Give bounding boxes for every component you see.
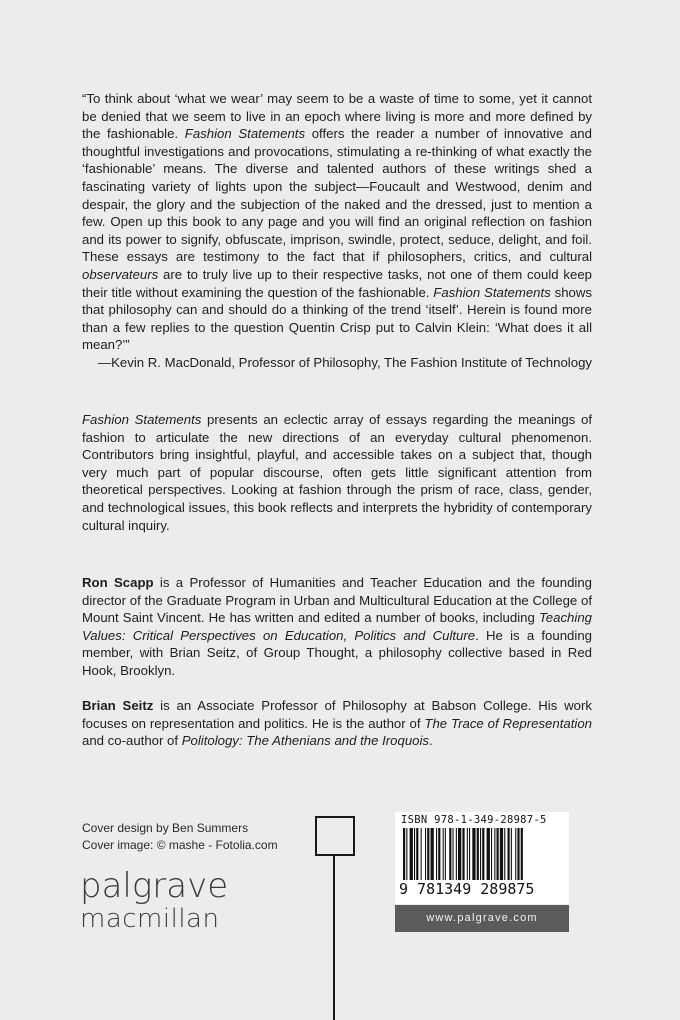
bio-text: and co-author of	[82, 733, 182, 749]
observateurs-italic: observateurs	[82, 266, 159, 282]
author-name: Ron Scapp	[82, 575, 154, 590]
endorsement-quote	[82, 90, 592, 372]
book-title-italic: Fashion Statements	[184, 126, 306, 142]
bio-text: . He is a founding member, with Brian Seitz, of Group Thought, a philosophy collective based in Red Hook, Brooklyn.	[82, 627, 592, 678]
isbn-label: ISBN 978-1-349-28987-5	[401, 814, 547, 826]
quote-attribution: —Kevin R. MacDonald, Professor of Philosophy, The Fashion Institute of Technology	[97, 354, 592, 370]
bio-text: .	[429, 733, 433, 749]
cover-design-credit: Cover design by Ben Summers	[82, 821, 249, 835]
book-title-italic: Teaching Values: Critical Perspectives on Education, Politics and Culture	[82, 610, 592, 643]
book-title-italic: Fashion Statements	[82, 412, 202, 427]
barcode-block	[395, 812, 569, 932]
cover-credits	[82, 820, 278, 854]
logo-macmillan: macmillan	[80, 904, 220, 934]
bio-text: is a Professor of Humanities and Teacher Education and the founding director of the Graduate Program in Urban and Multicultural Education at the College of Mount Saint Vincent. He has written and edited a number of books, including	[82, 575, 593, 626]
book-title-italic: Politology: The Athenians and the Iroquois	[181, 733, 430, 749]
book-description	[82, 411, 592, 534]
publisher-url: www.palgrave.com	[395, 905, 569, 932]
quote-text: “To think about ‘what we wear’ may seem to be a waste of time to some, yet it cannot be denied that we seem to live in an epoch where living is more and more defined by the fashionable.	[82, 91, 592, 142]
description-text: presents an eclectic array of essays regarding the meanings of fashion to articulate the new directions of an everyday cultural phenomenon. Contributors bring insightful, playful, and accessible takes on a subject that, though very much part of popular discourse, often gets little significant attention from theoretical perspectives. Looking at fashion through the prism of race, class, gender, and technological issues, this book reflects and interprets the hybridity of contemporary cultural inquiry.	[82, 412, 592, 533]
cover-image-credit: Cover image: © mashe - Fotolia.com	[82, 838, 278, 852]
book-title-italic: Fashion Statements	[433, 284, 551, 300]
author-name: Brian Seitz	[82, 698, 154, 713]
quote-text: shows that philosophy can and should do a thinking of the trend ‘itself’. Herein is found more than a few replies to the question Quentin Crisp put to Calvin Klein: ‘What does it all mean?’”	[82, 284, 592, 353]
barcode-panel	[395, 812, 569, 904]
book-title-italic: The Trace of Representation	[424, 715, 592, 731]
quote-text: offers the reader a number of innovative and thoughtful investigations and provocations, stimulating a re-thinking of what exactly the ‘fashionable’ means. The diverse and talented authors of these writings shed a fascinating variety of lights upon the subject—Foucault and Westwood, denim and despair, the glory and the subjection of the naked and the dressed, just to mention a few. Open up this book to any page and you will find an original reflection on fashion and its power to signify, obfuscate, imprison, swindle, protect, seduce, delight, and foil. These essays are testimony to the fact that if philosophers, critics, and cultural	[82, 126, 592, 265]
bio-text: is an Associate Professor of Philosophy at Babson College. His work focuses on representation and politics. He is the author of	[82, 698, 593, 731]
spine-mark-box	[315, 816, 355, 856]
publisher-logo	[80, 868, 228, 934]
spine-mark-line	[333, 856, 335, 1020]
logo-palgrave: palgrave	[80, 866, 229, 906]
ean-digits: 9 781349 289875	[399, 880, 535, 898]
author-bio-scapp	[82, 574, 592, 680]
quote-text: are to truly live up to their respective tasks, not one of them could keep their title without examining the question of the fashionable.	[82, 266, 592, 300]
author-bio-seitz	[82, 697, 592, 750]
